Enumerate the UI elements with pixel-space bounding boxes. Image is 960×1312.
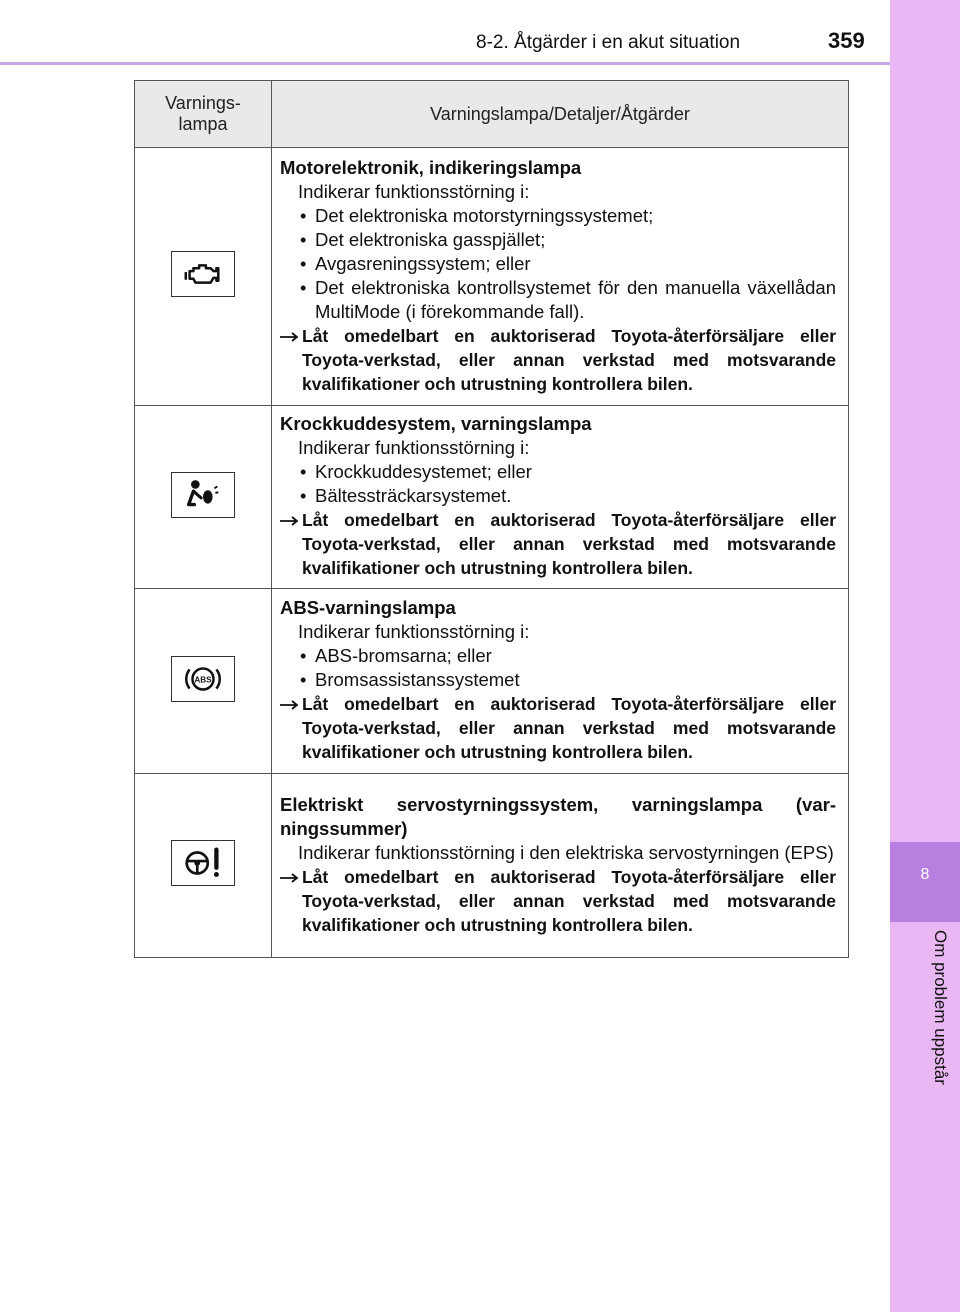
detail-cell <box>272 774 849 958</box>
page-number: 359 <box>828 28 865 53</box>
list-item: • Bromsassistanssystemet <box>298 668 836 692</box>
list-item: • ABS-bromsarna; eller <box>298 644 836 668</box>
header-rule <box>0 62 890 65</box>
details-column-header: Varningslampa/Detaljer/Åtgärder <box>272 81 849 148</box>
table-row <box>135 406 849 589</box>
airbag-icon <box>171 472 235 518</box>
chapter-number: 8 <box>920 866 930 883</box>
arrow-icon <box>280 700 300 710</box>
bullet-list <box>280 460 836 508</box>
detail-cell <box>272 406 849 589</box>
table-row <box>135 148 849 406</box>
abs-icon-text: ABS <box>194 674 212 684</box>
warning-lamp-table <box>134 80 849 958</box>
detail-cell <box>272 148 849 406</box>
action-note <box>280 324 836 396</box>
lamp-title: Elektriskt servostyrningssystem, varningslampa (varningssummer) <box>280 793 836 839</box>
lamp-title: Motorelektronik, indikeringslampa <box>280 156 582 178</box>
list-item: • Krockkuddesystemet; eller <box>298 460 836 484</box>
lamp-cell <box>135 589 272 774</box>
list-item: • Det elektroniska gasspjället; <box>298 228 836 252</box>
list-item: • Avgasreningssystem; eller <box>298 252 836 276</box>
lamp-title: Krockkuddesystem, varningslampa <box>280 413 592 434</box>
power-steering-warning-icon <box>171 840 235 886</box>
table-header-row <box>135 81 849 148</box>
lamp-intro: Indikerar funktionsstörning i den elektriska servostyrningen (EPS) <box>298 841 834 863</box>
chapter-number-box <box>890 842 960 922</box>
bullet-list <box>280 644 836 692</box>
list-item: • Det elektroniska kontrollsystemet för den manuella växellådan MultiMode (i förekommande fall). <box>298 276 836 324</box>
arrow-icon <box>280 516 300 526</box>
action-note <box>280 865 836 937</box>
action-note <box>280 508 836 580</box>
action-text: Låt omedelbart en auktoriserad Toyota-återförsäljare eller Toyota-verkstad, eller annan verkstad med motsvarande kvalifikationer och utrustning kontrollera bilen. <box>302 510 836 578</box>
page-header <box>0 0 890 64</box>
chapter-title: Om problem uppstår <box>931 930 950 1085</box>
lamp-cell <box>135 774 272 958</box>
bullet-list <box>280 204 836 324</box>
detail-cell <box>272 589 849 774</box>
action-text: Låt omedelbart en auktoriserad Toyota-återförsäljare eller Toyota-verkstad, eller annan verkstad med motsvarande kvalifikationer och utrustning kontrollera bilen. <box>302 325 836 394</box>
lamp-intro: Indikerar funktionsstörning i: <box>298 180 530 202</box>
lamp-intro: Indikerar funktionsstörning i: <box>298 621 530 642</box>
lamp-intro: Indikerar funktionsstörning i: <box>298 437 530 458</box>
table-row <box>135 589 849 774</box>
lamp-cell <box>135 406 272 589</box>
action-text: Låt omedelbart en auktoriserad Toyota-återförsäljare eller Toyota-verkstad, eller annan verkstad med motsvarande kvalifikationer och utrustning kontrollera bilen. <box>302 866 836 935</box>
action-text: Låt omedelbart en auktoriserad Toyota-återförsäljare eller Toyota-verkstad, eller annan verkstad med motsvarande kvalifikationer och utrustning kontrollera bilen. <box>302 694 836 762</box>
action-note <box>280 692 836 764</box>
list-item: • Det elektroniska motorstyrningssystemet; <box>298 204 836 228</box>
lamp-title: ABS-varningslampa <box>280 597 456 618</box>
check-engine-icon <box>171 251 235 297</box>
table-row <box>135 774 849 958</box>
arrow-icon <box>280 873 300 883</box>
list-item: • Bältessträckarsystemet. <box>298 484 836 508</box>
section-title: 8-2. Åtgärder i en akut situation <box>476 32 741 53</box>
abs-icon <box>171 656 235 702</box>
arrow-icon <box>280 332 300 342</box>
lamp-cell <box>135 148 272 406</box>
lamp-column-header: Varnings- lampa <box>135 81 272 148</box>
